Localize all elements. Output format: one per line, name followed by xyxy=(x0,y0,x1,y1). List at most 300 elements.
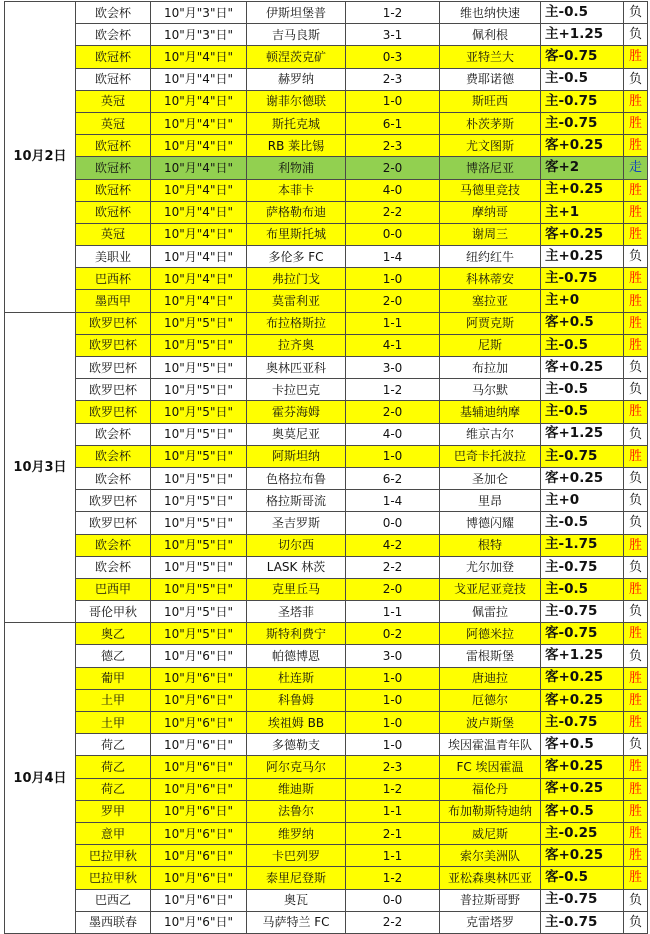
result-cell: 负 xyxy=(624,911,648,933)
away-team-cell: 费耶诺德 xyxy=(440,68,541,90)
odds-cell: 主-0.5 xyxy=(541,2,624,24)
league-cell: 荷乙 xyxy=(76,778,151,800)
away-team-cell: 根特 xyxy=(440,534,541,556)
time-cell: 10"月"6"日" xyxy=(151,689,247,711)
league-cell: 巴西乙 xyxy=(76,889,151,911)
league-cell: 欧冠杯 xyxy=(76,46,151,68)
home-team-cell: 法鲁尔 xyxy=(247,800,346,822)
result-cell: 胜 xyxy=(624,112,648,134)
result-cell: 胜 xyxy=(624,334,648,356)
league-cell: 英冠 xyxy=(76,112,151,134)
time-cell: 10"月"4"日" xyxy=(151,157,247,179)
away-team-cell: 布拉加 xyxy=(440,357,541,379)
result-cell: 胜 xyxy=(624,179,648,201)
time-cell: 10"月"6"日" xyxy=(151,778,247,800)
league-cell: 欧冠杯 xyxy=(76,157,151,179)
league-cell: 哥伦甲秋 xyxy=(76,601,151,623)
odds-cell: 客+0.25 xyxy=(541,357,624,379)
odds-cell: 客+0.25 xyxy=(541,756,624,778)
away-team-cell: 亚松森奥林匹亚 xyxy=(440,867,541,889)
score-cell: 0-3 xyxy=(346,46,440,68)
result-cell: 负 xyxy=(624,423,648,445)
table-row xyxy=(5,445,648,467)
league-cell: 巴拉甲秋 xyxy=(76,845,151,867)
table-row xyxy=(5,800,648,822)
score-cell: 1-2 xyxy=(346,778,440,800)
time-cell: 10"月"5"日" xyxy=(151,334,247,356)
home-team-cell: 谢菲尔德联 xyxy=(247,90,346,112)
time-cell: 10"月"6"日" xyxy=(151,756,247,778)
time-cell: 10"月"4"日" xyxy=(151,246,247,268)
away-team-cell: 福伦丹 xyxy=(440,778,541,800)
league-cell: 欧会杯 xyxy=(76,24,151,46)
table-row xyxy=(5,312,648,334)
odds-cell: 客+1.25 xyxy=(541,645,624,667)
odds-cell: 客+0.5 xyxy=(541,800,624,822)
score-cell: 2-2 xyxy=(346,911,440,933)
league-cell: 欧会杯 xyxy=(76,534,151,556)
score-cell: 3-0 xyxy=(346,645,440,667)
score-cell: 4-1 xyxy=(346,334,440,356)
result-cell: 负 xyxy=(624,556,648,578)
league-cell: 欧冠杯 xyxy=(76,68,151,90)
home-team-cell: 格拉斯哥流 xyxy=(247,490,346,512)
score-cell: 1-0 xyxy=(346,90,440,112)
time-cell: 10"月"4"日" xyxy=(151,223,247,245)
league-cell: 葡甲 xyxy=(76,667,151,689)
table-row xyxy=(5,645,648,667)
score-cell: 1-4 xyxy=(346,490,440,512)
league-cell: 欧罗巴杯 xyxy=(76,357,151,379)
league-cell: 荷乙 xyxy=(76,734,151,756)
time-cell: 10"月"5"日" xyxy=(151,357,247,379)
time-cell: 10"月"5"日" xyxy=(151,312,247,334)
away-team-cell: 尤尔加登 xyxy=(440,556,541,578)
away-team-cell: 科林蒂安 xyxy=(440,268,541,290)
table-row xyxy=(5,623,648,645)
away-team-cell: 波卢斯堡 xyxy=(440,712,541,734)
league-cell: 巴西杯 xyxy=(76,268,151,290)
odds-cell: 主-0.75 xyxy=(541,712,624,734)
result-cell: 胜 xyxy=(624,534,648,556)
away-team-cell: 里昂 xyxy=(440,490,541,512)
score-cell: 2-0 xyxy=(346,578,440,600)
away-team-cell: 唐迪拉 xyxy=(440,667,541,689)
odds-cell: 主-0.75 xyxy=(541,268,624,290)
score-cell: 1-0 xyxy=(346,734,440,756)
home-team-cell: 本菲卡 xyxy=(247,179,346,201)
home-team-cell: 维迪斯 xyxy=(247,778,346,800)
score-cell: 1-2 xyxy=(346,2,440,24)
away-team-cell: 亚特兰大 xyxy=(440,46,541,68)
score-cell: 1-0 xyxy=(346,667,440,689)
away-team-cell: FC 埃因霍温 xyxy=(440,756,541,778)
league-cell: 巴西甲 xyxy=(76,578,151,600)
league-cell: 欧会杯 xyxy=(76,2,151,24)
odds-cell: 主+0 xyxy=(541,490,624,512)
home-team-cell: 卡拉巴克 xyxy=(247,379,346,401)
odds-cell: 主-0.5 xyxy=(541,512,624,534)
results-table-body xyxy=(5,2,648,934)
odds-cell: 客+0.25 xyxy=(541,667,624,689)
odds-cell: 客+0.5 xyxy=(541,734,624,756)
score-cell: 1-0 xyxy=(346,689,440,711)
time-cell: 10"月"3"日" xyxy=(151,24,247,46)
odds-cell: 主-0.75 xyxy=(541,601,624,623)
home-team-cell: 斯托克城 xyxy=(247,112,346,134)
result-cell: 负 xyxy=(624,645,648,667)
home-team-cell: 卡巴列罗 xyxy=(247,845,346,867)
score-cell: 4-2 xyxy=(346,534,440,556)
home-team-cell: 马萨特兰 FC xyxy=(247,911,346,933)
time-cell: 10"月"5"日" xyxy=(151,401,247,423)
league-cell: 荷乙 xyxy=(76,756,151,778)
result-cell: 负 xyxy=(624,357,648,379)
odds-cell: 主+1 xyxy=(541,201,624,223)
date-cell: 10月2日 xyxy=(5,2,76,313)
league-cell: 意甲 xyxy=(76,822,151,844)
time-cell: 10"月"5"日" xyxy=(151,623,247,645)
result-cell: 胜 xyxy=(624,312,648,334)
score-cell: 0-0 xyxy=(346,889,440,911)
away-team-cell: 马德里竞技 xyxy=(440,179,541,201)
score-cell: 6-1 xyxy=(346,112,440,134)
table-row xyxy=(5,357,648,379)
score-cell: 1-1 xyxy=(346,312,440,334)
home-team-cell: 奥瓦 xyxy=(247,889,346,911)
result-cell: 负 xyxy=(624,2,648,24)
result-cell: 胜 xyxy=(624,689,648,711)
score-cell: 2-3 xyxy=(346,135,440,157)
odds-cell: 主-0.5 xyxy=(541,401,624,423)
time-cell: 10"月"4"日" xyxy=(151,201,247,223)
table-row xyxy=(5,201,648,223)
home-team-cell: 克里丘马 xyxy=(247,578,346,600)
away-team-cell: 阿贾克斯 xyxy=(440,312,541,334)
table-row xyxy=(5,734,648,756)
result-cell: 胜 xyxy=(624,822,648,844)
result-cell: 负 xyxy=(624,512,648,534)
odds-cell: 客-0.5 xyxy=(541,867,624,889)
league-cell: 欧罗巴杯 xyxy=(76,312,151,334)
league-cell: 欧会杯 xyxy=(76,556,151,578)
home-team-cell: 斯特利费宁 xyxy=(247,623,346,645)
score-cell: 1-1 xyxy=(346,800,440,822)
table-row xyxy=(5,24,648,46)
away-team-cell: 埃因霍温青年队 xyxy=(440,734,541,756)
time-cell: 10"月"6"日" xyxy=(151,867,247,889)
score-cell: 2-2 xyxy=(346,201,440,223)
odds-cell: 主+0.25 xyxy=(541,246,624,268)
time-cell: 10"月"5"日" xyxy=(151,445,247,467)
odds-cell: 主-0.75 xyxy=(541,556,624,578)
home-team-cell: 布里斯托城 xyxy=(247,223,346,245)
time-cell: 10"月"6"日" xyxy=(151,845,247,867)
table-row xyxy=(5,534,648,556)
home-team-cell: 多德勒支 xyxy=(247,734,346,756)
league-cell: 欧冠杯 xyxy=(76,179,151,201)
odds-cell: 主-0.25 xyxy=(541,822,624,844)
away-team-cell: 布加勒斯特迪纳 xyxy=(440,800,541,822)
odds-cell: 客+2 xyxy=(541,157,624,179)
table-row xyxy=(5,46,648,68)
league-cell: 欧冠杯 xyxy=(76,135,151,157)
time-cell: 10"月"6"日" xyxy=(151,667,247,689)
time-cell: 10"月"6"日" xyxy=(151,889,247,911)
home-team-cell: 埃祖姆 BB xyxy=(247,712,346,734)
result-cell: 负 xyxy=(624,734,648,756)
home-team-cell: 拉齐奥 xyxy=(247,334,346,356)
result-cell: 负 xyxy=(624,68,648,90)
time-cell: 10"月"4"日" xyxy=(151,68,247,90)
score-cell: 2-2 xyxy=(346,556,440,578)
odds-cell: 客+0.5 xyxy=(541,312,624,334)
score-cell: 1-1 xyxy=(346,845,440,867)
odds-cell: 客+0.25 xyxy=(541,778,624,800)
result-cell: 负 xyxy=(624,490,648,512)
away-team-cell: 维京古尔 xyxy=(440,423,541,445)
time-cell: 10"月"4"日" xyxy=(151,135,247,157)
score-cell: 1-1 xyxy=(346,601,440,623)
time-cell: 10"月"4"日" xyxy=(151,268,247,290)
time-cell: 10"月"5"日" xyxy=(151,490,247,512)
odds-cell: 客+0.25 xyxy=(541,223,624,245)
home-team-cell: 维罗纳 xyxy=(247,822,346,844)
score-cell: 2-3 xyxy=(346,756,440,778)
score-cell: 2-1 xyxy=(346,822,440,844)
away-team-cell: 厄德尔 xyxy=(440,689,541,711)
result-cell: 负 xyxy=(624,24,648,46)
time-cell: 10"月"5"日" xyxy=(151,423,247,445)
score-cell: 1-0 xyxy=(346,268,440,290)
away-team-cell: 维也纳快速 xyxy=(440,2,541,24)
home-team-cell: 萨格勒布迪 xyxy=(247,201,346,223)
table-row xyxy=(5,401,648,423)
score-cell: 2-0 xyxy=(346,290,440,312)
result-cell: 胜 xyxy=(624,90,648,112)
odds-cell: 主+1.25 xyxy=(541,24,624,46)
date-cell: 10月4日 xyxy=(5,623,76,934)
score-cell: 0-2 xyxy=(346,623,440,645)
score-cell: 4-0 xyxy=(346,423,440,445)
odds-cell: 主+0.25 xyxy=(541,179,624,201)
odds-cell: 主+0 xyxy=(541,290,624,312)
score-cell: 1-0 xyxy=(346,712,440,734)
time-cell: 10"月"6"日" xyxy=(151,734,247,756)
score-cell: 2-3 xyxy=(346,68,440,90)
result-cell: 胜 xyxy=(624,712,648,734)
table-row xyxy=(5,423,648,445)
home-team-cell: 利物浦 xyxy=(247,157,346,179)
result-cell: 胜 xyxy=(624,578,648,600)
home-team-cell: 弗拉门戈 xyxy=(247,268,346,290)
league-cell: 墨西甲 xyxy=(76,290,151,312)
away-team-cell: 马尔默 xyxy=(440,379,541,401)
home-team-cell: 吉马良斯 xyxy=(247,24,346,46)
date-cell: 10月3日 xyxy=(5,312,76,623)
home-team-cell: 阿尔克马尔 xyxy=(247,756,346,778)
odds-cell: 客+0.25 xyxy=(541,135,624,157)
away-team-cell: 佩雷拉 xyxy=(440,601,541,623)
table-row xyxy=(5,911,648,933)
home-team-cell: 切尔西 xyxy=(247,534,346,556)
away-team-cell: 谢周三 xyxy=(440,223,541,245)
table-row xyxy=(5,778,648,800)
score-cell: 2-0 xyxy=(346,401,440,423)
table-row xyxy=(5,90,648,112)
away-team-cell: 摩纳哥 xyxy=(440,201,541,223)
time-cell: 10"月"5"日" xyxy=(151,379,247,401)
away-team-cell: 威尼斯 xyxy=(440,822,541,844)
odds-cell: 主-0.5 xyxy=(541,379,624,401)
home-team-cell: 赫罗纳 xyxy=(247,68,346,90)
time-cell: 10"月"6"日" xyxy=(151,712,247,734)
result-cell: 胜 xyxy=(624,445,648,467)
result-cell: 负 xyxy=(624,379,648,401)
score-cell: 1-4 xyxy=(346,246,440,268)
time-cell: 10"月"5"日" xyxy=(151,467,247,489)
away-team-cell: 尤文图斯 xyxy=(440,135,541,157)
league-cell: 奥乙 xyxy=(76,623,151,645)
result-cell: 走 xyxy=(624,157,648,179)
result-cell: 胜 xyxy=(624,135,648,157)
time-cell: 10"月"6"日" xyxy=(151,800,247,822)
away-team-cell: 朴茨茅斯 xyxy=(440,112,541,134)
home-team-cell: 奥林匹亚科 xyxy=(247,357,346,379)
away-team-cell: 博洛尼亚 xyxy=(440,157,541,179)
table-row xyxy=(5,179,648,201)
table-row xyxy=(5,112,648,134)
odds-cell: 主-0.5 xyxy=(541,578,624,600)
time-cell: 10"月"6"日" xyxy=(151,822,247,844)
odds-cell: 主-0.75 xyxy=(541,911,624,933)
league-cell: 欧冠杯 xyxy=(76,201,151,223)
odds-cell: 主-1.75 xyxy=(541,534,624,556)
home-team-cell: 科鲁姆 xyxy=(247,689,346,711)
away-team-cell: 索尔美洲队 xyxy=(440,845,541,867)
table-row xyxy=(5,379,648,401)
result-cell: 胜 xyxy=(624,778,648,800)
score-cell: 0-0 xyxy=(346,512,440,534)
home-team-cell: LASK 林茨 xyxy=(247,556,346,578)
score-cell: 3-0 xyxy=(346,357,440,379)
home-team-cell: 多伦多 FC xyxy=(247,246,346,268)
result-cell: 胜 xyxy=(624,46,648,68)
time-cell: 10"月"5"日" xyxy=(151,578,247,600)
odds-cell: 主-0.75 xyxy=(541,889,624,911)
table-row xyxy=(5,845,648,867)
away-team-cell: 佩利根 xyxy=(440,24,541,46)
result-cell: 胜 xyxy=(624,201,648,223)
league-cell: 欧罗巴杯 xyxy=(76,490,151,512)
away-team-cell: 圣加仑 xyxy=(440,467,541,489)
home-team-cell: 杜连斯 xyxy=(247,667,346,689)
away-team-cell: 尼斯 xyxy=(440,334,541,356)
away-team-cell: 纽约红牛 xyxy=(440,246,541,268)
home-team-cell: 奥莫尼亚 xyxy=(247,423,346,445)
home-team-cell: 霍芬海姆 xyxy=(247,401,346,423)
table-row xyxy=(5,2,648,24)
table-row xyxy=(5,756,648,778)
results-table xyxy=(4,1,648,934)
score-cell: 4-0 xyxy=(346,179,440,201)
home-team-cell: 顿涅茨克矿 xyxy=(247,46,346,68)
home-team-cell: 圣吉罗斯 xyxy=(247,512,346,534)
table-row xyxy=(5,512,648,534)
table-row xyxy=(5,667,648,689)
league-cell: 欧会杯 xyxy=(76,445,151,467)
league-cell: 德乙 xyxy=(76,645,151,667)
time-cell: 10"月"6"日" xyxy=(151,645,247,667)
table-row xyxy=(5,467,648,489)
league-cell: 欧罗巴杯 xyxy=(76,512,151,534)
league-cell: 欧罗巴杯 xyxy=(76,401,151,423)
score-cell: 3-1 xyxy=(346,24,440,46)
table-row xyxy=(5,490,648,512)
league-cell: 欧罗巴杯 xyxy=(76,379,151,401)
time-cell: 10"月"3"日" xyxy=(151,2,247,24)
league-cell: 美职业 xyxy=(76,246,151,268)
league-cell: 土甲 xyxy=(76,689,151,711)
home-team-cell: 色格拉布鲁 xyxy=(247,467,346,489)
home-team-cell: RB 莱比锡 xyxy=(247,135,346,157)
league-cell: 欧罗巴杯 xyxy=(76,334,151,356)
result-cell: 胜 xyxy=(624,623,648,645)
away-team-cell: 塞拉亚 xyxy=(440,290,541,312)
time-cell: 10"月"4"日" xyxy=(151,90,247,112)
table-row xyxy=(5,556,648,578)
odds-cell: 主-0.75 xyxy=(541,112,624,134)
odds-cell: 客-0.75 xyxy=(541,623,624,645)
result-cell: 胜 xyxy=(624,268,648,290)
table-row xyxy=(5,712,648,734)
away-team-cell: 雷根斯堡 xyxy=(440,645,541,667)
away-team-cell: 博德闪耀 xyxy=(440,512,541,534)
time-cell: 10"月"4"日" xyxy=(151,46,247,68)
result-cell: 胜 xyxy=(624,223,648,245)
table-row xyxy=(5,867,648,889)
odds-cell: 主-0.5 xyxy=(541,68,624,90)
home-team-cell: 阿斯坦纳 xyxy=(247,445,346,467)
result-cell: 胜 xyxy=(624,845,648,867)
result-cell: 胜 xyxy=(624,401,648,423)
home-team-cell: 布拉格斯拉 xyxy=(247,312,346,334)
odds-cell: 主-0.5 xyxy=(541,334,624,356)
league-cell: 英冠 xyxy=(76,223,151,245)
odds-cell: 客+0.25 xyxy=(541,467,624,489)
result-cell: 胜 xyxy=(624,756,648,778)
table-row xyxy=(5,601,648,623)
time-cell: 10"月"5"日" xyxy=(151,601,247,623)
table-row xyxy=(5,268,648,290)
home-team-cell: 莫雷利亚 xyxy=(247,290,346,312)
table-row xyxy=(5,889,648,911)
result-cell: 胜 xyxy=(624,667,648,689)
time-cell: 10"月"4"日" xyxy=(151,290,247,312)
score-cell: 1-2 xyxy=(346,379,440,401)
time-cell: 10"月"6"日" xyxy=(151,911,247,933)
table-row xyxy=(5,689,648,711)
time-cell: 10"月"5"日" xyxy=(151,512,247,534)
league-cell: 英冠 xyxy=(76,90,151,112)
result-cell: 胜 xyxy=(624,867,648,889)
away-team-cell: 克雷塔罗 xyxy=(440,911,541,933)
odds-cell: 主-0.75 xyxy=(541,445,624,467)
table-row xyxy=(5,290,648,312)
result-cell: 负 xyxy=(624,467,648,489)
score-cell: 1-0 xyxy=(346,445,440,467)
score-cell: 6-2 xyxy=(346,467,440,489)
